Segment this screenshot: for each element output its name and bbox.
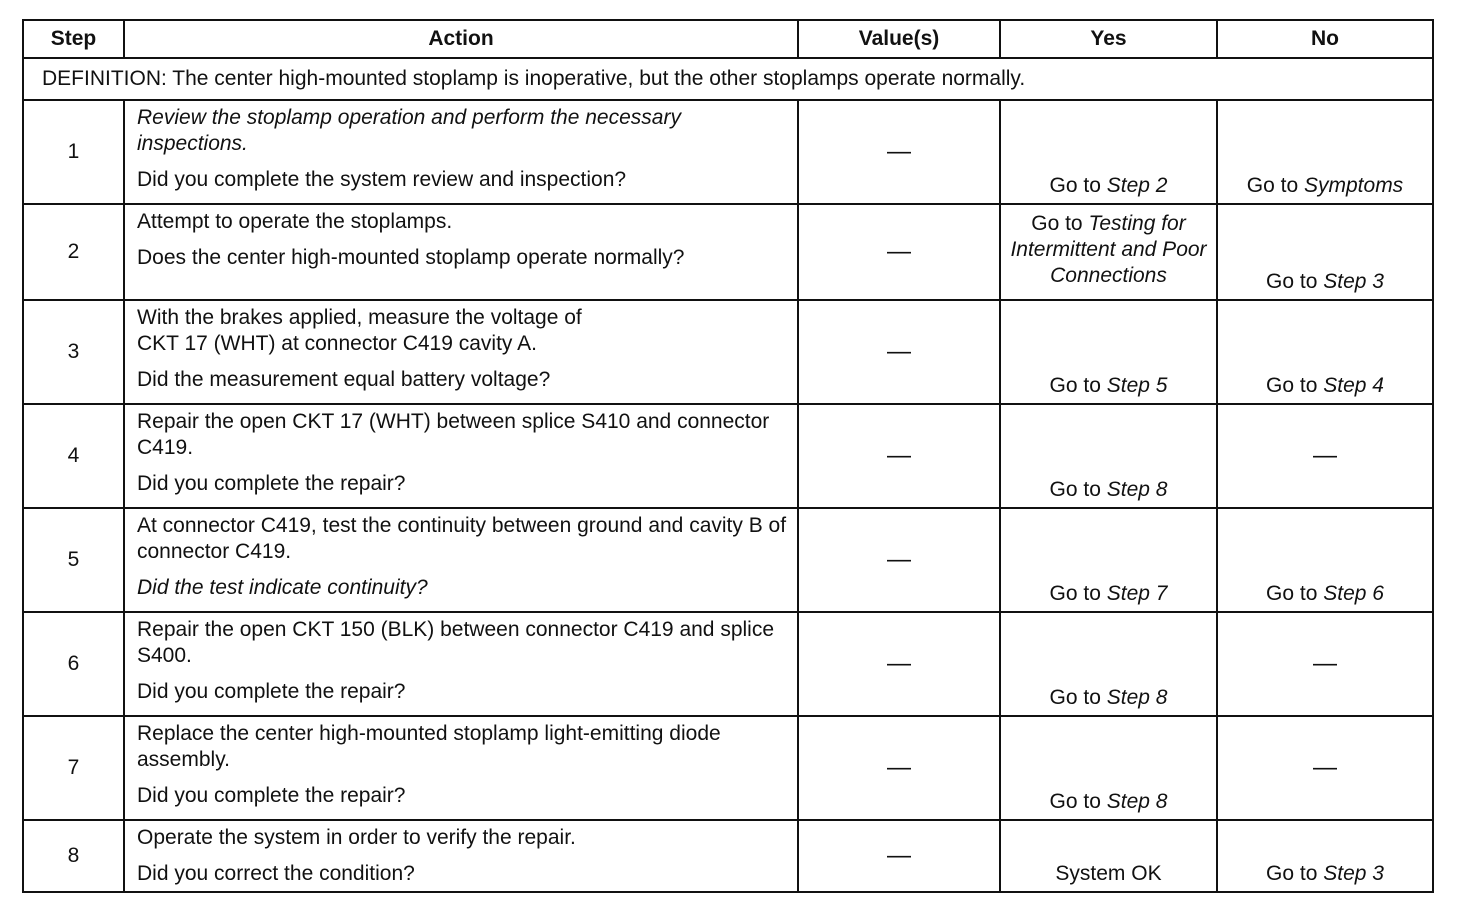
action-cell bbox=[124, 100, 798, 204]
yes-link[interactable]: Step 8 bbox=[1106, 686, 1168, 709]
action-question: Did the test indicate continuity? bbox=[137, 576, 428, 599]
table-row bbox=[23, 612, 1433, 716]
no-cell bbox=[1217, 508, 1433, 612]
yes-cell bbox=[1000, 300, 1217, 404]
no-prefix: Go to bbox=[1266, 374, 1324, 397]
yes-cell bbox=[1000, 612, 1217, 716]
step-number: 1 bbox=[23, 100, 124, 204]
no-cell bbox=[1217, 100, 1433, 204]
value-cell: — bbox=[798, 508, 1000, 612]
yes-cell bbox=[1000, 204, 1217, 300]
value-cell: — bbox=[798, 100, 1000, 204]
yes-prefix: Go to bbox=[1031, 212, 1089, 235]
header-yes: Yes bbox=[1000, 20, 1217, 58]
action-cell bbox=[124, 716, 798, 820]
action-question: Did you complete the repair? bbox=[137, 784, 406, 807]
action-cell bbox=[124, 612, 798, 716]
step-number: 7 bbox=[23, 716, 124, 820]
diagnostic-table bbox=[22, 19, 1434, 893]
yes-link[interactable]: Step 2 bbox=[1106, 174, 1168, 197]
action-question: Did you correct the condition? bbox=[137, 862, 415, 885]
definition-row bbox=[23, 58, 1433, 100]
step-number: 5 bbox=[23, 508, 124, 612]
step-number: 6 bbox=[23, 612, 124, 716]
no-cell: — bbox=[1217, 716, 1433, 820]
no-cell: — bbox=[1217, 612, 1433, 716]
step-number: 2 bbox=[23, 204, 124, 300]
header-step: Step bbox=[23, 20, 124, 58]
definition-text: DEFINITION: The center high-mounted stoplamp is inoperative, but the other stoplamps operate normally. bbox=[23, 58, 1433, 100]
table-row bbox=[23, 204, 1433, 300]
action-question: Did the measurement equal battery voltage? bbox=[137, 368, 551, 391]
yes-link[interactable]: Testing for Intermittent and Poor Connections bbox=[1010, 212, 1207, 287]
yes-cell bbox=[1000, 716, 1217, 820]
action-text: At connector C419, test the continuity between ground and cavity B of connector C419. bbox=[137, 514, 787, 563]
header-values: Value(s) bbox=[798, 20, 1000, 58]
no-link[interactable]: Step 6 bbox=[1323, 582, 1384, 605]
no-prefix: Go to bbox=[1266, 862, 1324, 885]
step-number: 4 bbox=[23, 404, 124, 508]
action-cell bbox=[124, 508, 798, 612]
no-link[interactable]: Step 3 bbox=[1323, 862, 1384, 885]
yes-cell bbox=[1000, 508, 1217, 612]
action-text: Repair the open CKT 150 (BLK) between connector C419 and splice S400. bbox=[137, 618, 775, 667]
yes-prefix: Go to bbox=[1049, 582, 1107, 605]
action-cell bbox=[124, 820, 798, 892]
no-link[interactable]: Step 4 bbox=[1323, 374, 1384, 397]
table-row bbox=[23, 820, 1433, 892]
yes-prefix: Go to bbox=[1049, 478, 1107, 501]
action-text: Operate the system in order to verify the repair. bbox=[137, 826, 576, 849]
header-row bbox=[23, 20, 1433, 58]
action-question: Did you complete the system review and inspection? bbox=[137, 168, 627, 191]
yes-link[interactable]: Step 7 bbox=[1106, 582, 1168, 605]
no-cell: — bbox=[1217, 404, 1433, 508]
action-cell bbox=[124, 300, 798, 404]
yes-cell: System OK bbox=[1000, 820, 1217, 892]
no-prefix: Go to bbox=[1266, 582, 1324, 605]
yes-link[interactable]: Step 8 bbox=[1106, 478, 1168, 501]
step-number: 3 bbox=[23, 300, 124, 404]
yes-cell bbox=[1000, 100, 1217, 204]
yes-prefix: Go to bbox=[1049, 374, 1107, 397]
header-no: No bbox=[1217, 20, 1433, 58]
no-cell bbox=[1217, 204, 1433, 300]
action-text: Attempt to operate the stoplamps. bbox=[137, 210, 453, 233]
action-question: Does the center high-mounted stoplamp operate normally? bbox=[137, 246, 685, 269]
action-cell bbox=[124, 404, 798, 508]
action-cell bbox=[124, 204, 798, 300]
no-prefix: Go to bbox=[1246, 174, 1304, 197]
no-cell bbox=[1217, 300, 1433, 404]
action-text: With the brakes applied, measure the voltage of CKT 17 (WHT) at connector C419 cavity A. bbox=[137, 306, 582, 355]
yes-link[interactable]: Step 8 bbox=[1106, 790, 1168, 813]
action-question: Did you complete the repair? bbox=[137, 472, 406, 495]
header-action: Action bbox=[124, 20, 798, 58]
value-cell: — bbox=[798, 612, 1000, 716]
no-cell bbox=[1217, 820, 1433, 892]
table-row bbox=[23, 404, 1433, 508]
step-number: 8 bbox=[23, 820, 124, 892]
table-row bbox=[23, 508, 1433, 612]
table-row bbox=[23, 300, 1433, 404]
no-prefix: Go to bbox=[1266, 270, 1324, 293]
value-cell: — bbox=[798, 300, 1000, 404]
value-cell: — bbox=[798, 404, 1000, 508]
table-row bbox=[23, 100, 1433, 204]
yes-prefix: Go to bbox=[1049, 686, 1107, 709]
value-cell: — bbox=[798, 204, 1000, 300]
value-cell: — bbox=[798, 716, 1000, 820]
action-question: Did you complete the repair? bbox=[137, 680, 406, 703]
table-row bbox=[23, 716, 1433, 820]
yes-cell bbox=[1000, 404, 1217, 508]
no-link[interactable]: Step 3 bbox=[1323, 270, 1384, 293]
action-text: Review the stoplamp operation and perform the necessary inspections. bbox=[137, 106, 681, 155]
action-text: Repair the open CKT 17 (WHT) between splice S410 and connector C419. bbox=[137, 410, 770, 459]
yes-link[interactable]: Step 5 bbox=[1106, 374, 1168, 397]
no-link[interactable]: Symptoms bbox=[1304, 174, 1404, 197]
action-text: Replace the center high-mounted stoplamp light-emitting diode assembly. bbox=[137, 722, 721, 771]
value-cell: — bbox=[798, 820, 1000, 892]
yes-prefix: Go to bbox=[1049, 174, 1107, 197]
yes-prefix: Go to bbox=[1049, 790, 1107, 813]
